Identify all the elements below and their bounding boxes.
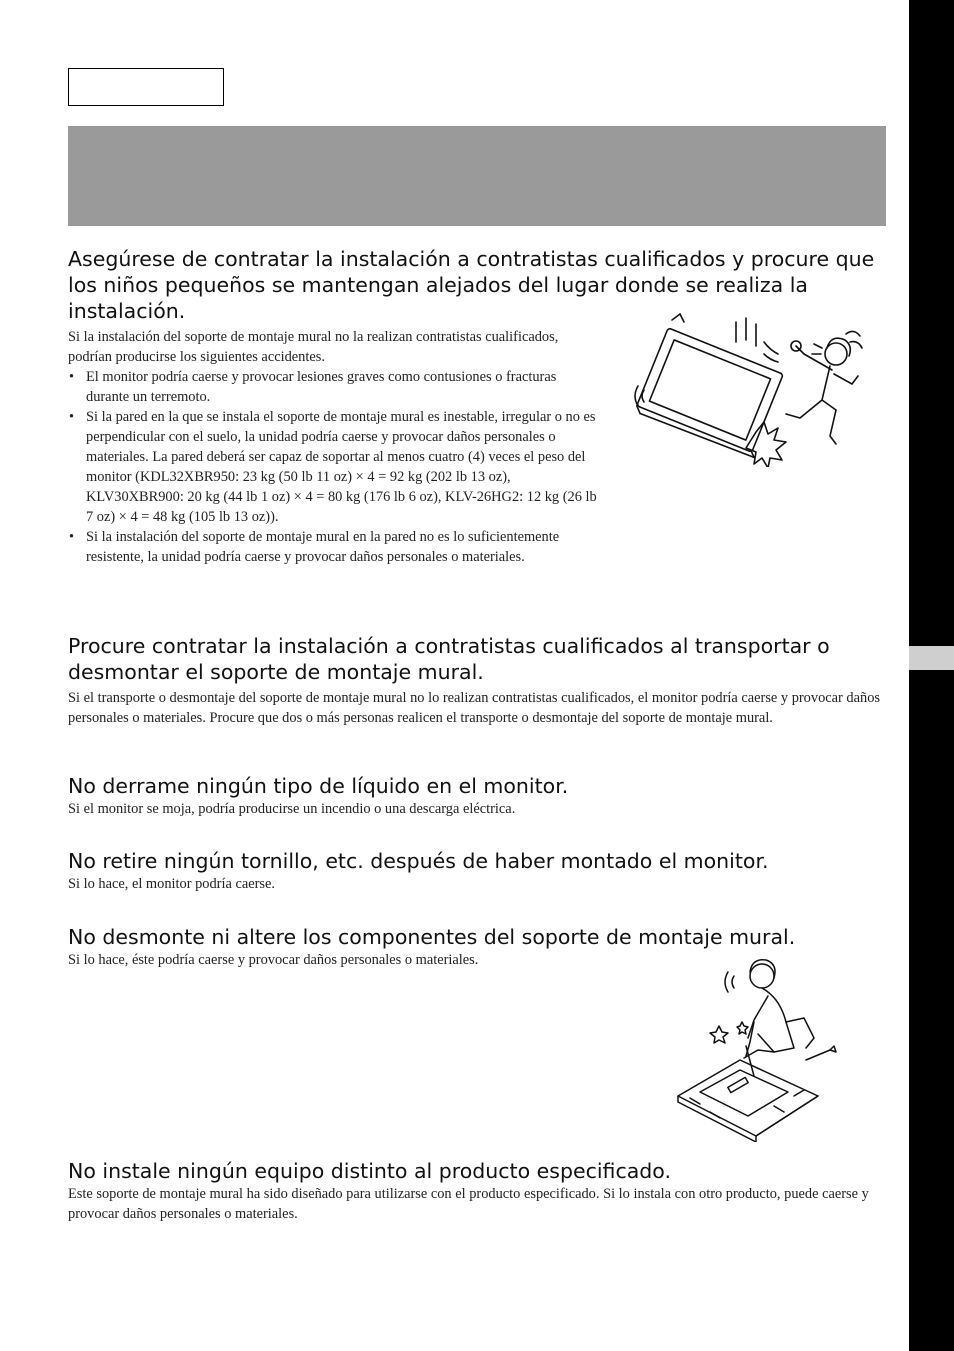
section-no-remove-screws [68,848,886,894]
section-body: Si el transporte o desmontaje del soporte de montaje mural no lo realizan contratistas cualificados, el monitor podría caerse y provocar daños personales o materiales. Procure que dos o más personas realicen el transporte o desmontaje del soporte de montaje mural. [68,690,881,726]
section-heading: No retire ningún tornillo, etc. después de haber montado el monitor. [68,849,769,873]
section-body: Si lo hace, éste podría caerse y provocar daños personales o materiales. [68,952,479,968]
section-body: Si lo hace, el monitor podría caerse. [68,876,275,892]
side-thumb-tab [909,646,954,670]
section-body: Si la instalación del soporte de montaje mural no la realizan contratistas cualificados, podrían producirse los siguientes accidentes. [68,329,559,365]
list-item: • Si la pared en la que se instala el soporte de montaje mural es inestable, irregular o no es perpendicular con el suelo, la unidad podría caerse y provocar daños personales o materiales. La pared deberá ser capaz de soportar al menos cuatro (4) veces el peso del monitor (KDL32XBR950: 23 kg (50 lb 11 oz) × 4 = 92 kg (202 lb 13 oz), KLV30XBR900: 20 kg (44 lb 1 oz) × 4 = 80 kg (176 lb 6 oz), KLV-26HG2: 12 kg (26 lb 7 oz) × 4 = 48 kg (105 lb 13 oz)). [68,407,603,527]
section-body: Este soporte de montaje mural ha sido diseñado para utilizarse con el producto especificado. Si lo instala con otro producto, puede caerse y provocar daños personales o materiales. [68,1186,869,1222]
person-disassembling-bracket-illustration [670,956,840,1142]
section-specified-product-only [68,1158,886,1224]
section-heading: No derrame ningún tipo de líquido en el monitor. [68,774,569,798]
list-item: • El monitor podría caerse y provocar lesiones graves como contusiones o fracturas durante un terremoto. [68,367,603,407]
section-heading: Procure contratar la instalación a contratistas cualificados al transportar o desmontar el soporte de montaje mural. [68,634,830,684]
section-label-box [68,68,224,106]
list-item: • Si la instalación del soporte de montaje mural en la pared no es lo suficientemente resistente, la unidad podría caerse y provocar daños personales o materiales. [68,527,603,567]
title-banner [68,126,886,226]
section-body: Si el monitor se moja, podría producirse un incendio o una descarga eléctrica. [68,801,516,817]
accident-list [68,367,603,567]
section-heading: No desmonte ni altere los componentes del soporte de montaje mural. [68,925,796,949]
section-transport-disassembly [68,633,886,728]
section-heading: Asegúrese de contratar la instalación a contratistas cualificados y procure que los niños pequeños se mantengan alejados del lugar donde se realiza la instalación. [68,247,875,323]
side-thumb-bar [909,0,954,1351]
falling-monitor-person-illustration [628,312,878,467]
section-no-liquid [68,773,886,819]
section-heading: No instale ningún equipo distinto al producto especificado. [68,1159,671,1183]
